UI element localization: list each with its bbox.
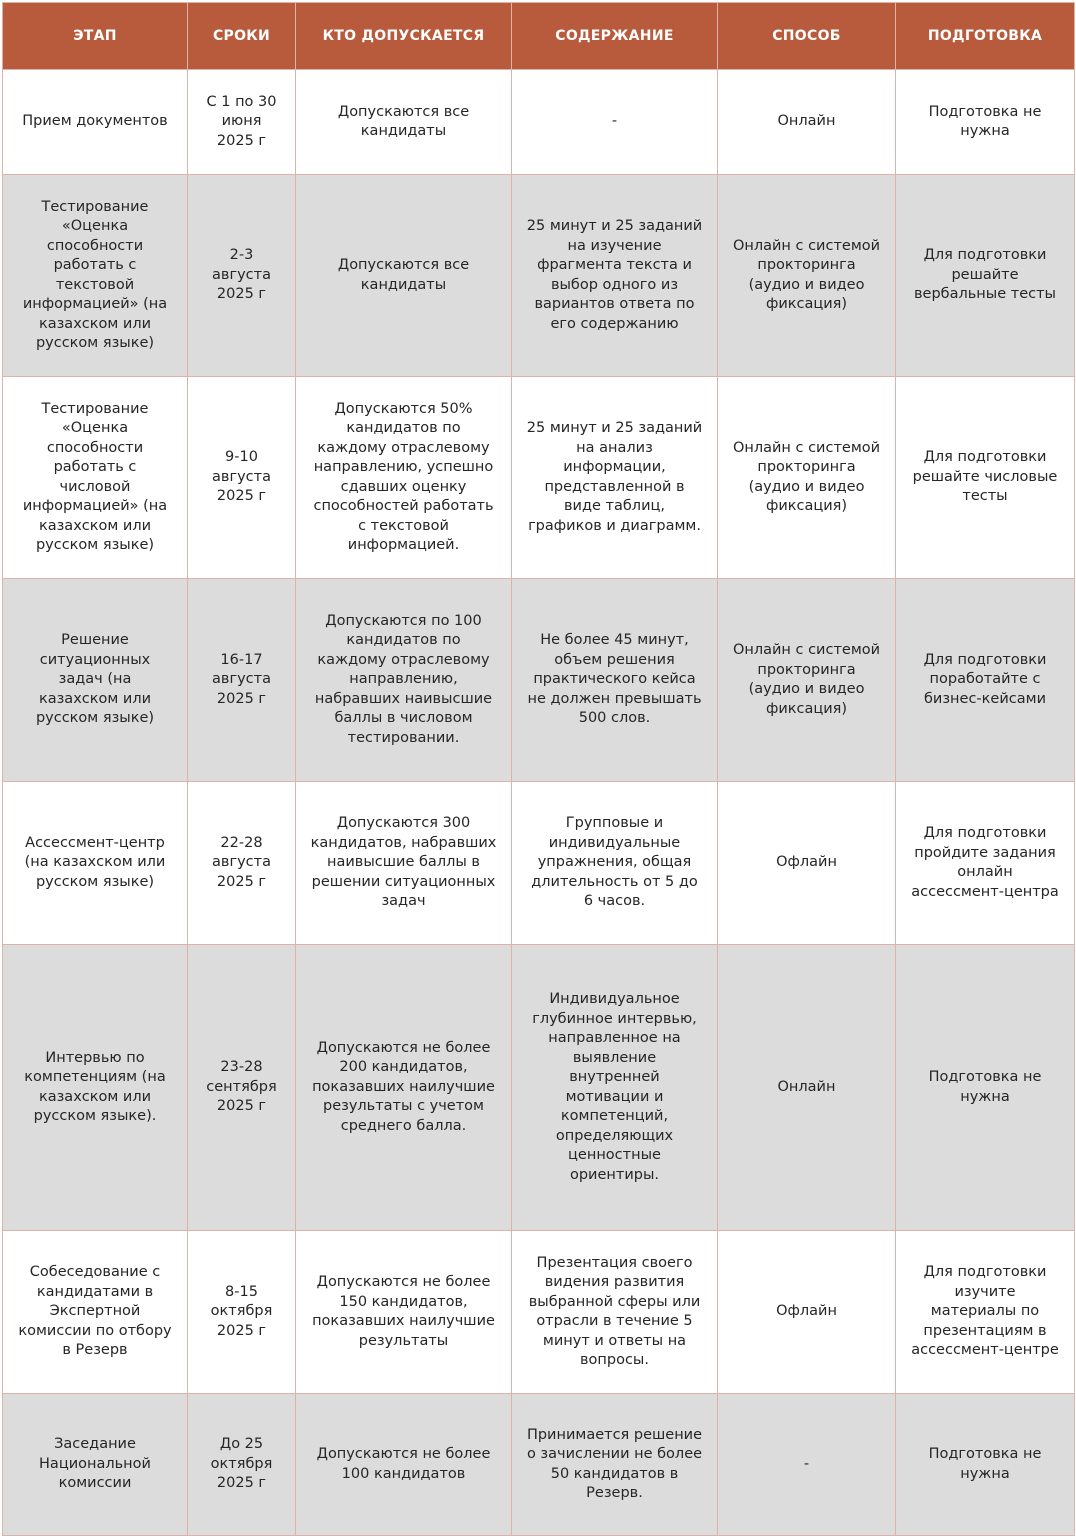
dates-cell: 2-3 августа 2025 г	[188, 175, 296, 377]
dates-cell: 8-15 октября 2025 г	[188, 1231, 296, 1394]
preparation-cell: Для подготовки пройдите задания онлайн ассессмент-центра	[896, 782, 1075, 945]
stage-cell: Собеседование с кандидатами в Экспертной комиссии по отбору в Резерв	[3, 1231, 188, 1394]
method-cell: Онлайн с системой прокторинга (аудио и видео фиксация)	[718, 579, 896, 782]
stage-cell: Заседание Национальной комиссии	[3, 1394, 188, 1536]
table-row	[3, 945, 1075, 1231]
method-cell: Онлайн	[718, 70, 896, 175]
admitted-cell: Допускаются 300 кандидатов, набравших наивысшие баллы в решении ситуационных задач	[296, 782, 512, 945]
table-row	[3, 579, 1075, 782]
content-cell: Не более 45 минут, объем решения практического кейса не должен превышать 500 слов.	[512, 579, 718, 782]
preparation-cell: Для подготовки решайте числовые тесты	[896, 377, 1075, 579]
stage-cell: Ассессмент-центр (на казахском или русском языке)	[3, 782, 188, 945]
preparation-cell: Для подготовки изучите материалы по презентациям в ассессмент-центре	[896, 1231, 1075, 1394]
preparation-cell: Подготовка не нужна	[896, 945, 1075, 1231]
header-content: СОДЕРЖАНИЕ	[512, 3, 718, 70]
preparation-cell: Для подготовки решайте вербальные тесты	[896, 175, 1075, 377]
table-row	[3, 175, 1075, 377]
dates-cell: 22-28 августа 2025 г	[188, 782, 296, 945]
content-cell: 25 минут и 25 заданий на анализ информации, представленной в виде таблиц, графиков и диаграмм.	[512, 377, 718, 579]
table-row	[3, 1231, 1075, 1394]
method-cell: Офлайн	[718, 1231, 896, 1394]
content-cell: 25 минут и 25 заданий на изучение фрагмента текста и выбор одного из вариантов ответа по его содержанию	[512, 175, 718, 377]
admitted-cell: Допускаются не более 150 кандидатов, показавших наилучшие результаты	[296, 1231, 512, 1394]
content-cell: -	[512, 70, 718, 175]
preparation-cell: Подготовка не нужна	[896, 70, 1075, 175]
table-row	[3, 70, 1075, 175]
stage-cell: Решение ситуационных задач (на казахском или русском языке)	[3, 579, 188, 782]
table-row	[3, 782, 1075, 945]
stage-cell: Интервью по компетенциям (на казахском или русском языке).	[3, 945, 188, 1231]
content-cell: Групповые и индивидуальные упражнения, общая длительность от 5 до 6 часов.	[512, 782, 718, 945]
stage-cell: Тестирование «Оценка способности работать с текстовой информацией» (на казахском или русском языке)	[3, 175, 188, 377]
admitted-cell: Допускаются 50% кандидатов по каждому отраслевому направлению, успешно сдавших оценку способностей работать с текстовой информацией.	[296, 377, 512, 579]
table-row	[3, 1394, 1075, 1536]
table-row	[3, 377, 1075, 579]
dates-cell: С 1 по 30 июня 2025 г	[188, 70, 296, 175]
method-cell: Онлайн с системой прокторинга (аудио и видео фиксация)	[718, 175, 896, 377]
method-cell: Онлайн с системой прокторинга (аудио и видео фиксация)	[718, 377, 896, 579]
header-dates: СРОКИ	[188, 3, 296, 70]
admitted-cell: Допускаются все кандидаты	[296, 175, 512, 377]
method-cell: -	[718, 1394, 896, 1536]
dates-cell: 16-17 августа 2025 г	[188, 579, 296, 782]
selection-stages-table	[2, 2, 1075, 1536]
stage-cell: Тестирование «Оценка способности работать с числовой информацией» (на казахском или русском языке)	[3, 377, 188, 579]
admitted-cell: Допускаются по 100 кандидатов по каждому отраслевому направлению, набравших наивысшие баллы в числовом тестировании.	[296, 579, 512, 782]
admitted-cell: Допускаются не более 100 кандидатов	[296, 1394, 512, 1536]
dates-cell: До 25 октября 2025 г	[188, 1394, 296, 1536]
content-cell: Индивидуальное глубинное интервью, направленное на выявление внутренней мотивации и компетенций, определяющих ценностные ориентиры.	[512, 945, 718, 1231]
stage-cell: Прием документов	[3, 70, 188, 175]
dates-cell: 9-10 августа 2025 г	[188, 377, 296, 579]
admitted-cell: Допускаются все кандидаты	[296, 70, 512, 175]
admitted-cell: Допускаются не более 200 кандидатов, показавших наилучшие результаты с учетом среднего балла.	[296, 945, 512, 1231]
method-cell: Офлайн	[718, 782, 896, 945]
preparation-cell: Для подготовки поработайте с бизнес-кейсами	[896, 579, 1075, 782]
content-cell: Принимается решение о зачислении не более 50 кандидатов в Резерв.	[512, 1394, 718, 1536]
header-row	[3, 3, 1075, 70]
header-method: СПОСОБ	[718, 3, 896, 70]
header-preparation: ПОДГОТОВКА	[896, 3, 1075, 70]
header-admitted: КТО ДОПУСКАЕТСЯ	[296, 3, 512, 70]
method-cell: Онлайн	[718, 945, 896, 1231]
dates-cell: 23-28 сентября 2025 г	[188, 945, 296, 1231]
preparation-cell: Подготовка не нужна	[896, 1394, 1075, 1536]
header-stage: ЭТАП	[3, 3, 188, 70]
content-cell: Презентация своего видения развития выбранной сферы или отрасли в течение 5 минут и ответы на вопросы.	[512, 1231, 718, 1394]
